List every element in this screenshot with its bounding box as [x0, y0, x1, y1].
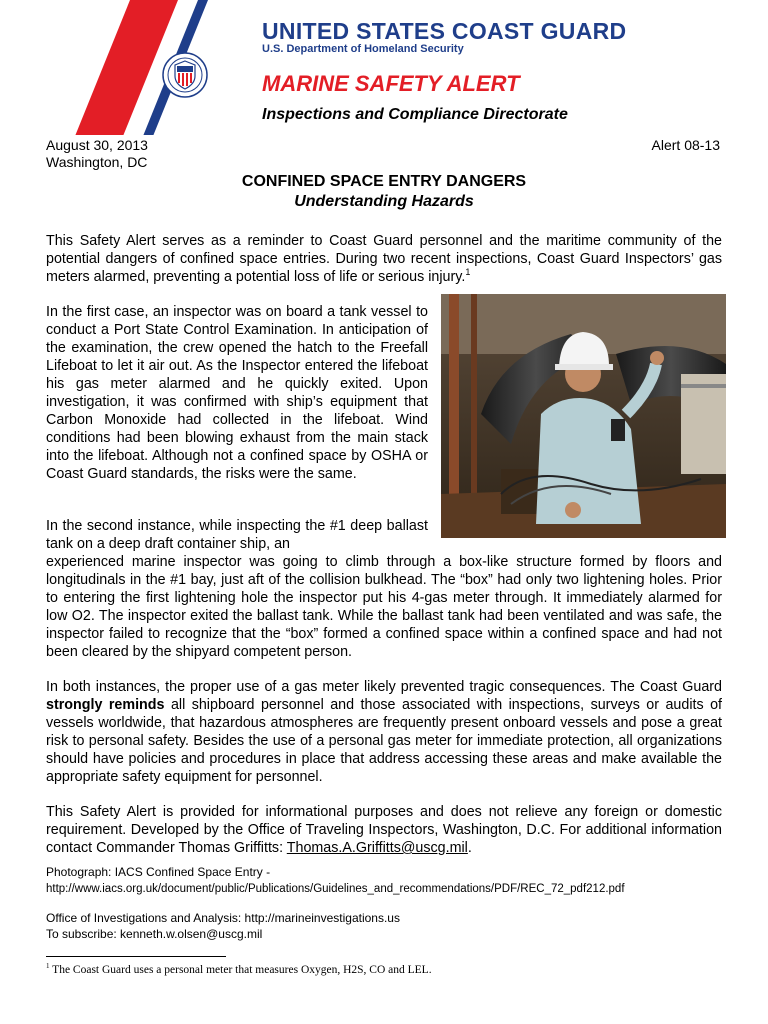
alert-number: Alert 08-13	[651, 137, 720, 153]
intro-text: This Safety Alert serves as a reminder to Coast Guard personnel and the maritime community of the potential dangers of confined space entries. During two recent inspections, Coast Guard Inspectors’ gas meters alarmed, preventing a potential loss of life or serious injury.	[46, 233, 722, 285]
document-title: CONFINED SPACE ENTRY DANGERS	[241, 173, 527, 190]
alert-date: August 30, 2013	[46, 137, 148, 153]
footnote-divider	[46, 956, 226, 957]
case2-paragraph-rest: experienced marine inspector was going to climb through a box-like structure formed by floors and longitudinals in the #1 bay, just aft of the collision bulkhead. The “box” had only two lightening holes. Prior to entering the first lightening hole the inspector put his 4-gas meter through. It immediately alarmed for low O2. The inspector exited the ballast tank. While the ballast tank had been ventilated and was safe, the inspector failed to recognize that the “box” formed a confined space within a confined space and had not been cleared by the shipyard competent person.	[46, 554, 722, 660]
coast-guard-emblem-icon	[162, 52, 208, 98]
footnote-ref: 1	[465, 267, 471, 278]
summary-emphasis: strongly reminds	[46, 697, 165, 713]
contact-email-link[interactable]: Thomas.A.Griffitts@uscg.mil	[286, 840, 468, 856]
footnote	[46, 962, 432, 976]
case2-paragraph-start: In the second instance, while inspecting the #1 deep ballast tank on a deep draft container ship, an	[46, 518, 428, 552]
photo-credit-url[interactable]: http://www.iacs.org.uk/document/public/Publications/Guidelines_and_recommendations/PDF/REC_72_pdf212.pdf	[46, 883, 625, 895]
alert-location: Washington, DC	[46, 154, 148, 170]
directorate: Inspections and Compliance Directorate	[262, 106, 568, 123]
alert-type: MARINE SAFETY ALERT	[262, 71, 520, 96]
office-line: Office of Investigations and Analysis: http://marineinvestigations.us	[46, 911, 400, 925]
closing-paragraph	[46, 803, 722, 857]
intro-paragraph	[46, 232, 722, 286]
summary-text-end: all shipboard personnel and those associated with inspections, surveys or audits of vessels worldwide, that hazardous atmospheres are frequently present onboard vessels and pose a great risk to personal safety. Besides the use of a personal gas meter for immediate protection, all organizations should have policies and procedures in place that address accessing these areas and make available the appropriate safety equipment for personnel.	[46, 697, 722, 785]
closing-period: .	[467, 840, 472, 856]
summary-paragraph	[46, 678, 722, 786]
footnote-text: The Coast Guard uses a personal meter that measures Oxygen, H2S, CO and LEL.	[52, 963, 432, 976]
inspector-photo	[441, 294, 726, 538]
footnote-number: 1	[46, 962, 50, 970]
agency-name: UNITED STATES COAST GUARD	[262, 18, 627, 44]
photo-credit-label: Photograph: IACS Confined Space Entry -	[46, 865, 271, 879]
document-subtitle: Understanding Hazards	[294, 193, 474, 210]
closing-text: This Safety Alert is provided for informational purposes and does not relieve any foreign or domestic requirement. Developed by the Office of Traveling Inspectors, Washington, D.C. For additional information contact Commander Thomas Griffitts:	[46, 804, 722, 856]
summary-text-start: In both instances, the proper use of a gas meter likely prevented tragic consequences. The Coast Guard	[46, 679, 722, 695]
subscribe-line: To subscribe: kenneth.w.olsen@uscg.mil	[46, 927, 263, 941]
department-name: U.S. Department of Homeland Security	[262, 43, 464, 55]
case1-paragraph: In the first case, an inspector was on board a tank vessel to conduct a Port State Control Examination. In anticipation of the examination, the crew opened the hatch to the Freefall Lifeboat to let it air out. As the Inspector entered the lifeboat his gas meter alarmed and he quickly exited. Upon investigation, it was confirmed with ship’s equipment that Carbon Monoxide had collected in the lifeboat. Wind conditions had been blowing exhaust from the main stack into the lifeboat. Although not a confined space by OSHA or Coast Guard standards, the risks were the same.	[46, 304, 428, 482]
